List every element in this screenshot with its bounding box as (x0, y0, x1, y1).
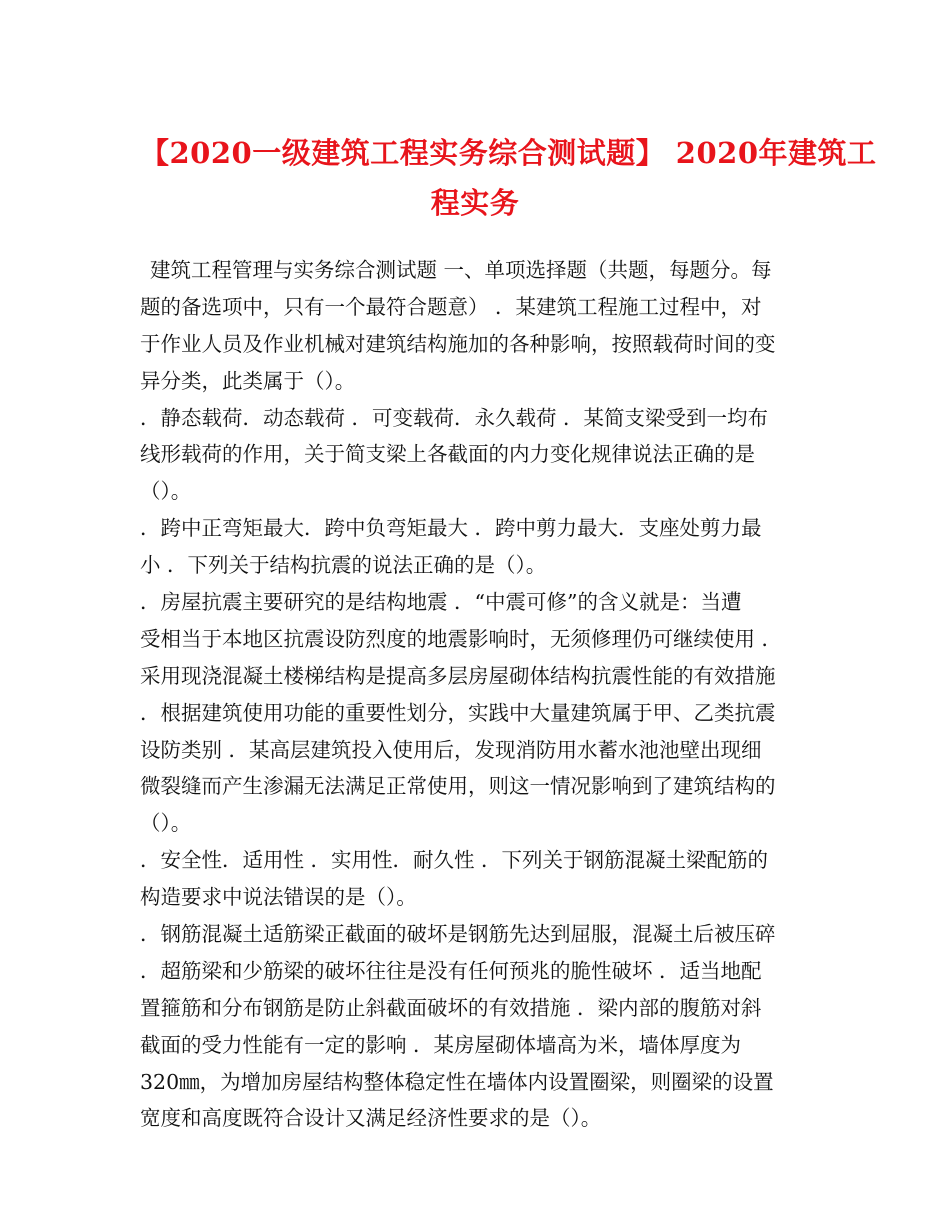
body-line: 置箍筋和分布钢筋是防止斜截面破坏的有效措施 ．梁内部的腹筋对斜 (140, 995, 762, 1020)
body-line: 设防类别 ．某高层建筑投入使用后，发现消防用水蓄水池池壁出现细 (140, 737, 762, 762)
body-line: ．静态载荷．动态载荷 ．可变载荷．永久载荷 ．某简支梁受到一均布 (140, 405, 769, 430)
body-line: ．安全性．适用性 ．实用性．耐久性 ．下列关于钢筋混凝土梁配筋的 (140, 848, 769, 873)
body-line: 建筑工程管理与实务综合测试题 一、单项选择题（共题，每题分。每 (150, 258, 772, 282)
body-line: ．根据建筑使用功能的重要性划分，实践中大量建筑属于甲、乙类抗震 (140, 700, 776, 725)
body-line: （）。 (140, 811, 192, 836)
body-line: ．房屋抗震主要研究的是结构地震 ．“中震可修”的含义就是：当遭 (140, 590, 742, 615)
body-line: 宽度和高度既符合设计又满足经济性要求的是（）。 (140, 1106, 602, 1131)
body-line: ．超筋梁和少筋梁的破坏往往是没有任何预兆的脆性破坏 ．适当地配 (140, 958, 762, 983)
body-line: 异分类，此类属于（）。 (140, 368, 356, 393)
body-line: 受相当于本地区抗震设防烈度的地震影响时，无须修理仍可继续使用 ． (140, 626, 783, 651)
body-line: ．跨中正弯矩最大．跨中负弯矩最大 ．跨中剪力最大．支座处剪力最 (140, 516, 762, 541)
title-line: 程实务 (430, 186, 520, 220)
body-line: ．钢筋混凝土适筋梁正截面的破坏是钢筋先达到屈服，混凝土后被压碎 (140, 922, 776, 947)
document-body (140, 252, 812, 1137)
body-line: 题的备选项中，只有一个最符合题意） ．某建筑工程施工过程中，对 (140, 294, 762, 319)
body-line: 小 ．下列关于结构抗震的说法正确的是（）。 (140, 553, 547, 578)
body-line: 线形载荷的作用，关于简支梁上各截面的内力变化规律说法正确的是 (140, 442, 755, 467)
body-line: 截面的受力性能有一定的影响 ．某房屋砌体墙高为米，墙体厚度为 (140, 1032, 742, 1057)
body-line: 320㎜，为增加房屋结构整体稳定性在墙体内设置圈梁，则圈梁的设置 (140, 1069, 774, 1094)
body-line: 微裂缝而产生渗漏无法满足正常使用，则这一情况影响到了建筑结构的 (140, 774, 776, 799)
body-line: 构造要求中说法错误的是（）。 (140, 885, 417, 910)
body-line: 采用现浇混凝土楼梯结构是提高多层房屋砌体结构抗震性能的有效措施 (140, 663, 776, 688)
title-line: 【2020一级建筑工程实务综合测试题】 2020年建筑工 (140, 136, 877, 170)
body-line: 于作业人员及作业机械对建筑结构施加的各种影响，按照载荷时间的变 (140, 331, 776, 356)
document-title (140, 128, 877, 228)
body-line: （）。 (140, 479, 192, 504)
